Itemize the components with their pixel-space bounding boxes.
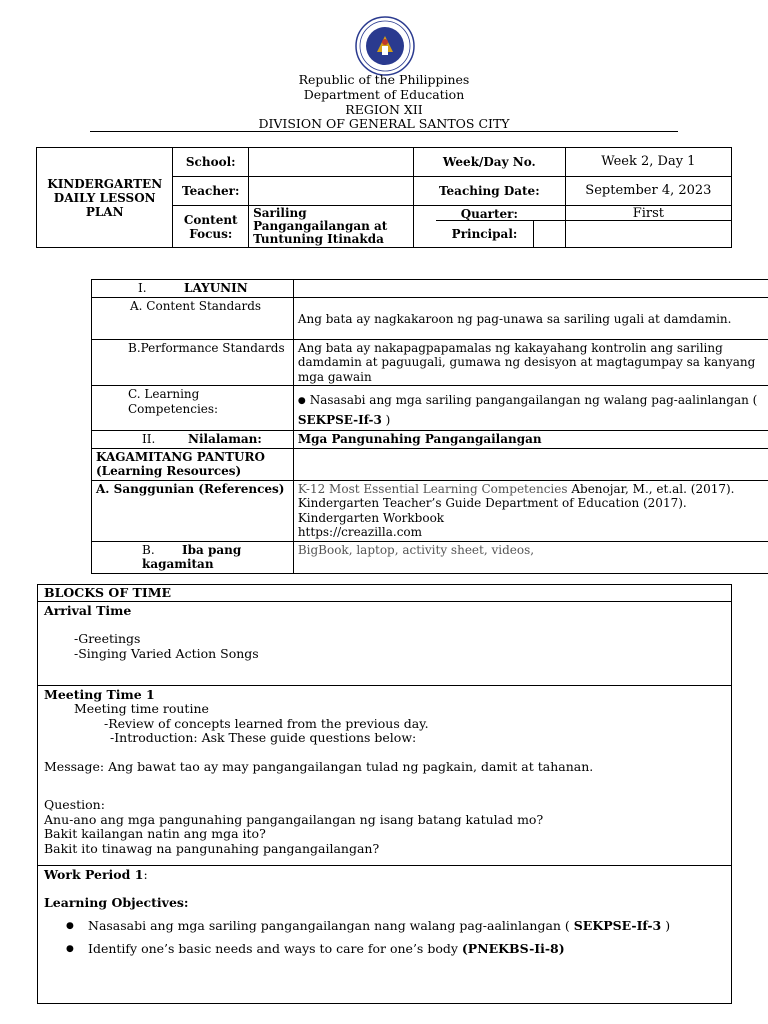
sanggunian-label: A. Sanggunian (References) xyxy=(92,480,294,541)
content-standards-value: Ang bata ay nagkakaroon ng pag-unawa sa sariling ugali at damdamin. xyxy=(293,297,768,339)
ref-teachers-guide: Kindergarten Teacher’s Guide Department of Education (2017). xyxy=(297,496,687,510)
competencies-value: ● Nasasabi ang mga sariling pangangailangan ng walang pag-aalinlangan ( SEKPSE-If-3 ) xyxy=(293,386,768,431)
kagamitan-heading: KAGAMITANG PANTURO (Learning Resources) xyxy=(92,448,294,480)
principal-value xyxy=(534,221,732,248)
week-value: Week 2, Day 1 xyxy=(565,148,731,177)
learning-objectives-list xyxy=(44,919,725,957)
teacher-label: Teacher: xyxy=(173,177,249,206)
iba-heading: B. Iba pang kagamitan xyxy=(92,541,294,573)
meeting-section xyxy=(38,685,732,865)
header-region: REGION XII xyxy=(345,102,423,117)
meeting-item: -Introduction: Ask These guide questions below: xyxy=(110,730,417,745)
iba-value: BigBook, laptop, activity sheet, videos, xyxy=(293,541,768,573)
arrival-section xyxy=(38,601,732,685)
date-value: September 4, 2023 xyxy=(565,177,731,206)
question-label: Question: xyxy=(44,797,105,812)
meeting-item: -Review of concepts learned from the previous day. xyxy=(104,715,429,731)
arrival-item: -Singing Varied Action Songs xyxy=(74,645,259,661)
objectives-table xyxy=(91,279,768,574)
blocks-title: BLOCKS OF TIME xyxy=(38,585,732,602)
question-item: Bakit ito tinawag na pangunahing pangangailangan? xyxy=(44,840,380,856)
content-standards-label: A. Content Standards xyxy=(92,297,294,339)
plan-title: KINDERGARTEN DAILY LESSON PLAN xyxy=(37,148,173,248)
objective-item: ● Identify one’s basic needs and ways to care for one’s body (PNEKBS-Ii-8) xyxy=(66,942,725,957)
layunin-heading: I. LAYUNIN xyxy=(92,280,294,298)
learning-objectives-title: Learning Objectives: xyxy=(44,895,189,910)
content-focus-label: Content Focus: xyxy=(173,206,249,248)
teacher-value xyxy=(249,177,414,206)
ref-url: https://creazilla.com xyxy=(297,525,423,539)
deped-seal-icon xyxy=(355,16,415,76)
message-text: Message: Ang bawat tao ay may pangangailangan tulad ng pagkain, damit at tahanan. xyxy=(44,758,594,774)
header-divider xyxy=(90,131,678,132)
quarter-label: Quarter: xyxy=(413,206,565,248)
school-value xyxy=(249,148,414,177)
school-label: School: xyxy=(173,148,249,177)
arrival-title: Arrival Time xyxy=(44,602,132,618)
meeting-title: Meeting Time 1 xyxy=(44,686,155,702)
content-focus-value: Sariling Pangangailangan at Tuntuning Itinakda xyxy=(249,206,414,248)
header-department: Department of Education xyxy=(303,87,465,102)
question-item: Bakit kailangan natin ang mga ito? xyxy=(44,826,266,841)
performance-standards-label: B.Performance Standards xyxy=(92,339,294,386)
header-division: DIVISION OF GENERAL SANTOS CITY xyxy=(258,116,510,131)
references-list xyxy=(293,480,768,541)
work-period-heading: Work Period 1: xyxy=(44,866,148,882)
objective-item: ● Nasasabi ang mga sariling pangangailangan nang walang pag-aalinlangan ( SEKPSE-If-3 ) xyxy=(66,919,725,934)
meeting-routine: Meeting time routine xyxy=(74,701,209,716)
ref-workbook: Kindergarten Workbook xyxy=(297,510,445,525)
nilalaman-heading: II. Nilalaman: xyxy=(92,431,294,449)
week-label: Week/Day No. xyxy=(413,148,565,177)
principal-label: Principal: xyxy=(436,221,534,248)
performance-standards-value: Ang bata ay nakapagpapamalas ng kakayahang kontrolin ang sariling damdamin at paguugali, gumawa ng desisyon at magtagumpay sa kanyang mga gawain xyxy=(293,339,768,386)
competencies-label: C. Learning Competencies: xyxy=(92,386,294,431)
nilalaman-value: Mga Pangunahing Pangangailangan xyxy=(293,431,768,449)
blocks-of-time-table xyxy=(37,584,732,1004)
ref-melc-author: Abenojar, M., et.al. (2017). xyxy=(567,481,735,496)
ref-melc: K-12 Most Essential Learning Competencies xyxy=(297,481,568,496)
header-republic: Republic of the Philippines xyxy=(298,72,470,87)
date-label: Teaching Date: xyxy=(413,177,565,206)
quarter-value: First xyxy=(565,206,731,248)
principal-row xyxy=(436,220,732,248)
arrival-item: -Greetings xyxy=(74,631,141,646)
work-period-section xyxy=(38,865,732,1003)
question-item: Anu-ano ang mga pangunahing pangangailangan ng isang batang katulad mo? xyxy=(44,811,544,827)
